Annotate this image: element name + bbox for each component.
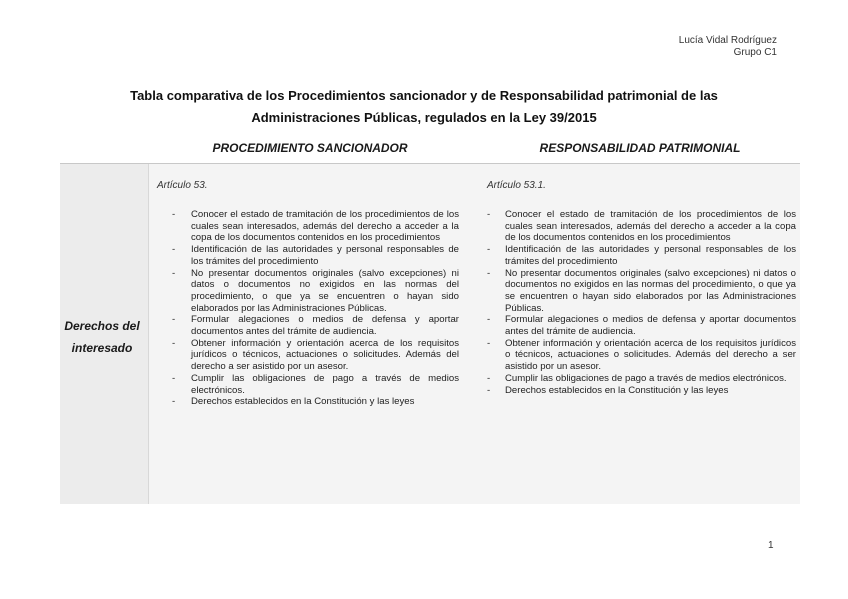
column-header-sancionador: PROCEDIMIENTO SANCIONADOR — [212, 141, 408, 155]
list-item: - Cumplir las obligaciones de pago a través de medios electrónicos. — [172, 373, 459, 396]
list-item: - Formular alegaciones o medios de defensa y aportar documentos antes del trámite de audiencia. — [172, 314, 459, 337]
title-line-1: Tabla comparativa de los Procedimientos sancionador y de Responsabilidad patrimonial de las — [130, 88, 718, 103]
list-item: - Formular alegaciones o medios de defensa y aportar documentos antes del trámite de audiencia. — [487, 314, 796, 337]
list-item: - Obtener información y orientación acerca de los requisitos jurídicos o técnicos, actuaciones o solicitudes. Además del derecho a ser asistido por un asesor. — [172, 338, 459, 373]
rights-list-sancionador — [172, 209, 459, 408]
article-reference-right: Artículo 53.1. — [487, 180, 546, 191]
author-block — [679, 35, 777, 59]
column-header-responsabilidad: RESPONSABILIDAD PATRIMONIAL — [539, 141, 741, 155]
list-item: - Identificación de las autoridades y personal responsables de los trámites del procedimiento — [172, 244, 459, 267]
list-item: - Derechos establecidos en la Constitución y las leyes — [172, 396, 459, 408]
rights-list-responsabilidad — [487, 209, 796, 396]
row-label-line-2: interesado — [71, 341, 133, 355]
list-item: - Derechos establecidos en la Constitución y las leyes — [487, 385, 796, 397]
page-number: 1 — [768, 540, 774, 551]
list-item: - Cumplir las obligaciones de pago a través de medios electrónicos. — [487, 373, 796, 385]
row-label — [54, 315, 150, 359]
list-item: - Identificación de las autoridades y personal responsables de los trámites del procedimiento — [487, 244, 796, 267]
list-item: - No presentar documentos originales (salvo excepciones) ni datos o documentos no exigidos en las normas del procedimiento, o que ya se encuentren o hayan sido elaborados por las Administraciones Públicas. — [487, 268, 796, 315]
document-title — [60, 85, 788, 129]
list-item: - Obtener información y orientación acerca de los requisitos jurídicos o técnicos, actuaciones o solicitudes. Además del derecho a ser asistido por un asesor. — [487, 338, 796, 373]
list-item: - Conocer el estado de tramitación de los procedimientos de los cuales sean interesados, además del derecho a acceder a la copa de los documentos contenidos en los procedimientos — [172, 209, 459, 244]
list-item: - No presentar documentos originales (salvo excepciones) ni datos o documentos no exigidos en las normas del procedimiento, o que ya se encuentren o hayan sido elaborados por las Administraciones Públicas. — [172, 268, 459, 315]
row-label-line-1: Derechos del — [64, 319, 140, 333]
author-name: Lucía Vidal Rodríguez — [678, 35, 777, 46]
group-label: Grupo C1 — [733, 47, 777, 58]
article-reference-left: Artículo 53. — [157, 180, 208, 191]
title-line-2: Administraciones Públicas, regulados en la Ley 39/2015 — [251, 110, 597, 125]
list-item: - Conocer el estado de tramitación de los procedimientos de los cuales sean interesados, además del derecho a acceder a la copa de los documentos contenidos en los procedimientos — [487, 209, 796, 244]
